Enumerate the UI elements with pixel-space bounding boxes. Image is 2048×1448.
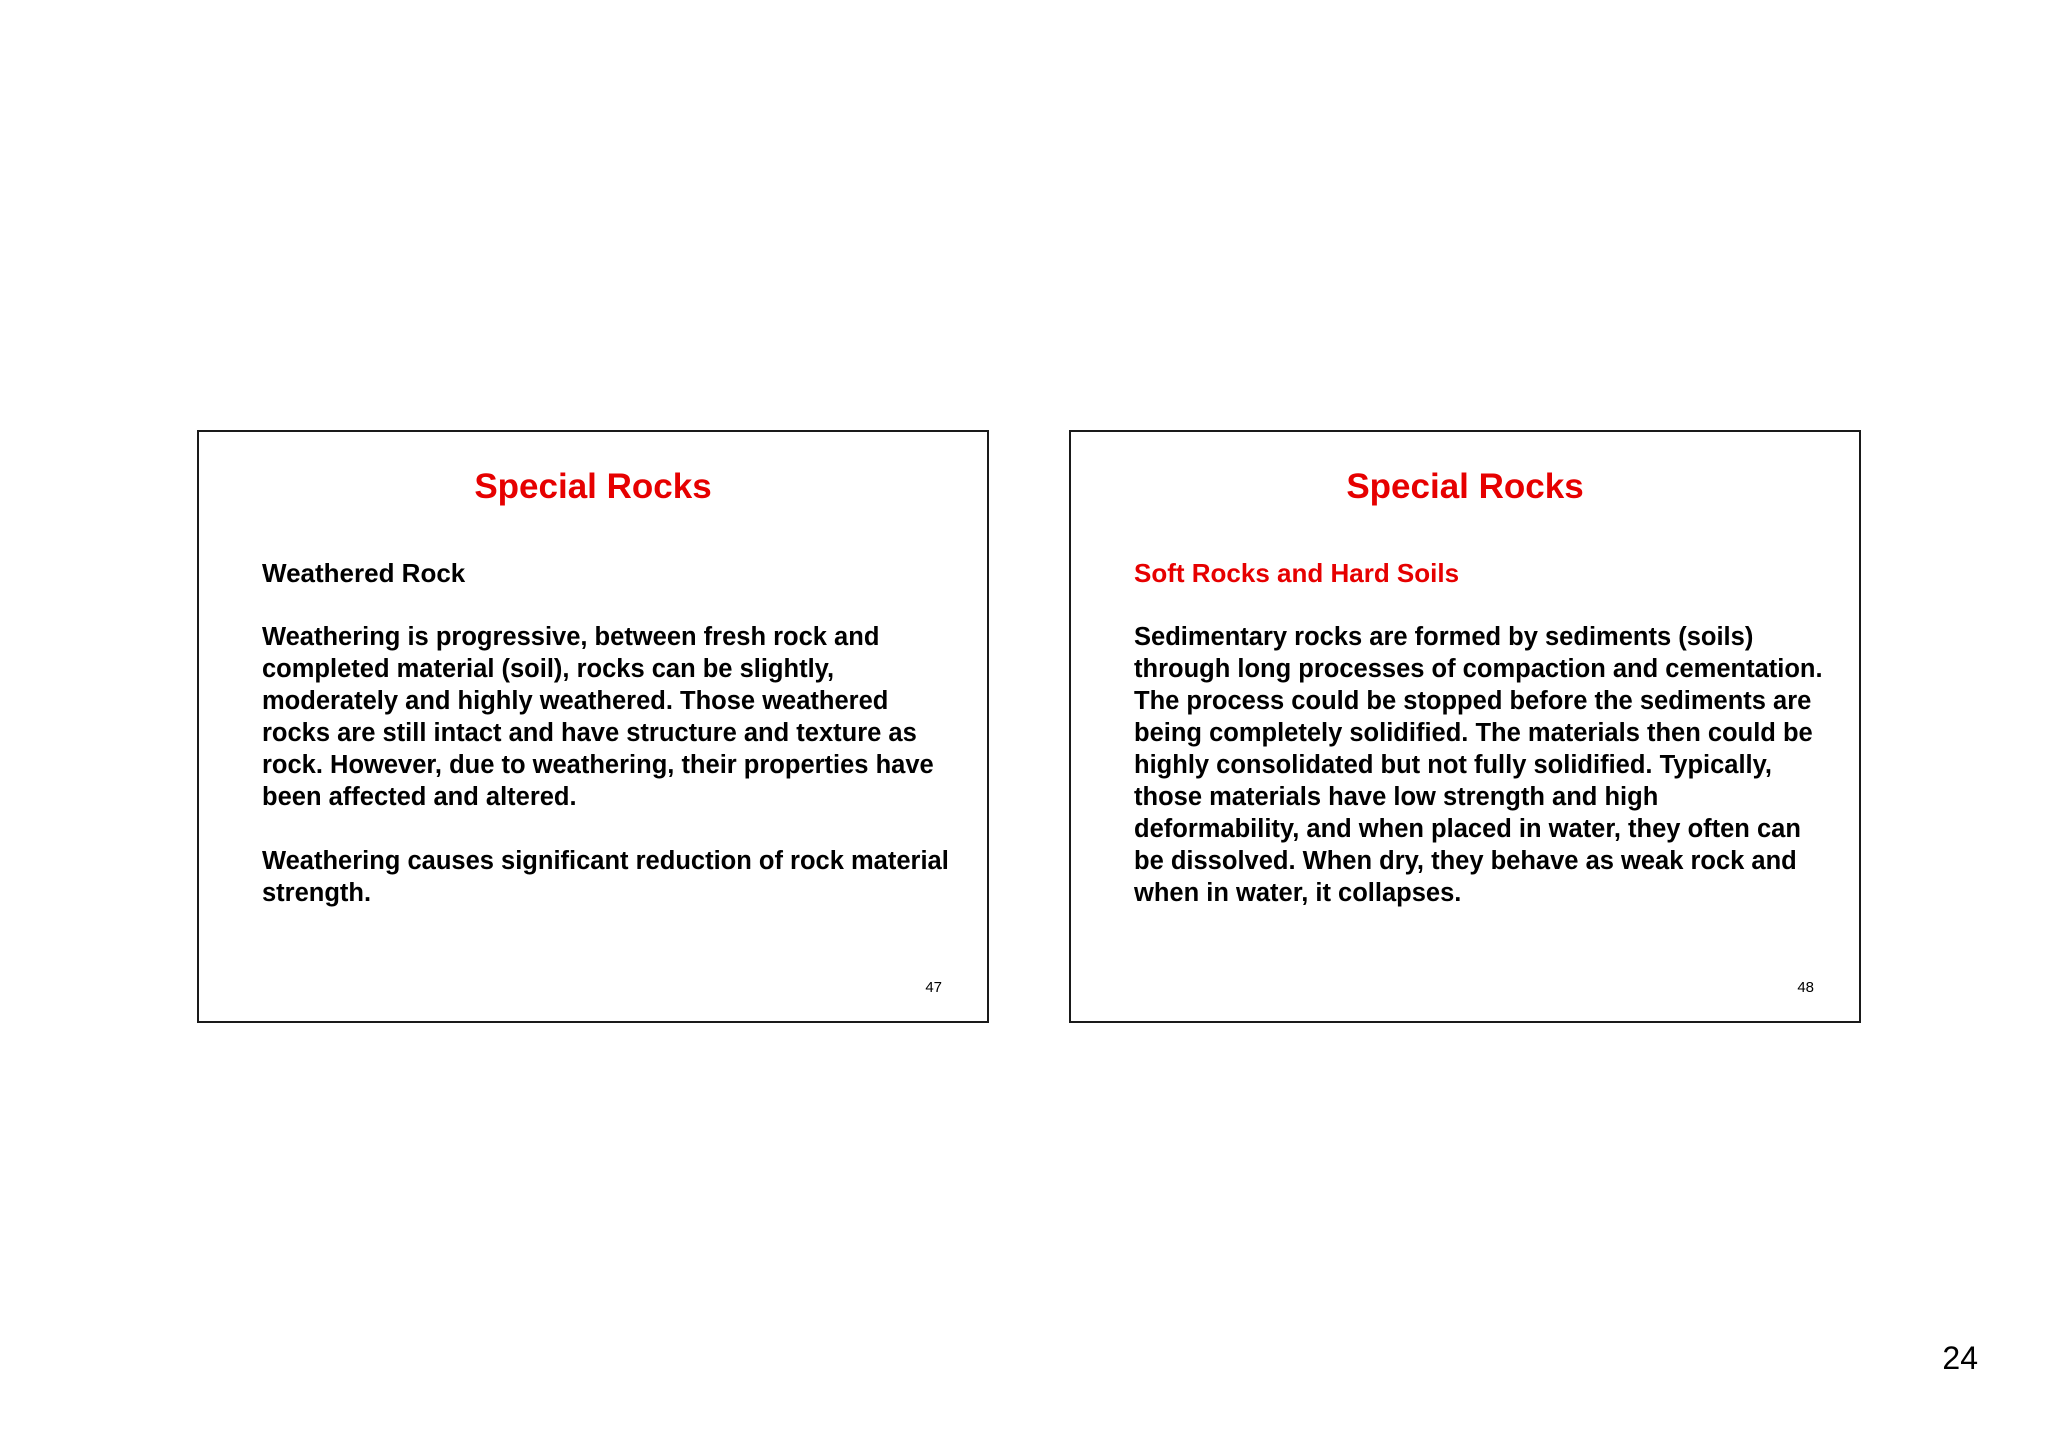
slide-subtitle: Soft Rocks and Hard Soils bbox=[1134, 558, 1460, 588]
slide-body bbox=[262, 621, 952, 909]
slide-47 bbox=[197, 430, 989, 1023]
body-paragraph: Sedimentary rocks are formed by sediments (soils) through long processes of compaction and cementation. The process could be stopped before the sediments are being completely solidified. The materials then could be highly consolidated but not fully solidified. Typically, those materials have low strength and high deformability, and when placed in water, they often can be dissolved. When dry, they behave as weak rock and when in water, it collapses. bbox=[1134, 623, 1823, 907]
slide-title: Special Rocks bbox=[1346, 467, 1584, 506]
slide-number: 48 bbox=[1797, 979, 1814, 996]
body-paragraph: Weathering causes significant reduction of rock material strength. bbox=[262, 847, 949, 907]
slide-body bbox=[1134, 621, 1824, 909]
body-paragraph: Weathering is progressive, between fresh rock and completed material (soil), rocks can be slightly, moderately and highly weathered. Those weathered rocks are still intact and have structure and texture as rock. However, due to weathering, their properties have been affected and altered. bbox=[262, 623, 934, 811]
slide-48 bbox=[1069, 430, 1861, 1023]
page-number: 24 bbox=[1942, 1340, 1978, 1376]
slide-number: 47 bbox=[925, 979, 942, 996]
slide-title: Special Rocks bbox=[474, 467, 712, 506]
slide-subtitle: Weathered Rock bbox=[262, 558, 466, 588]
